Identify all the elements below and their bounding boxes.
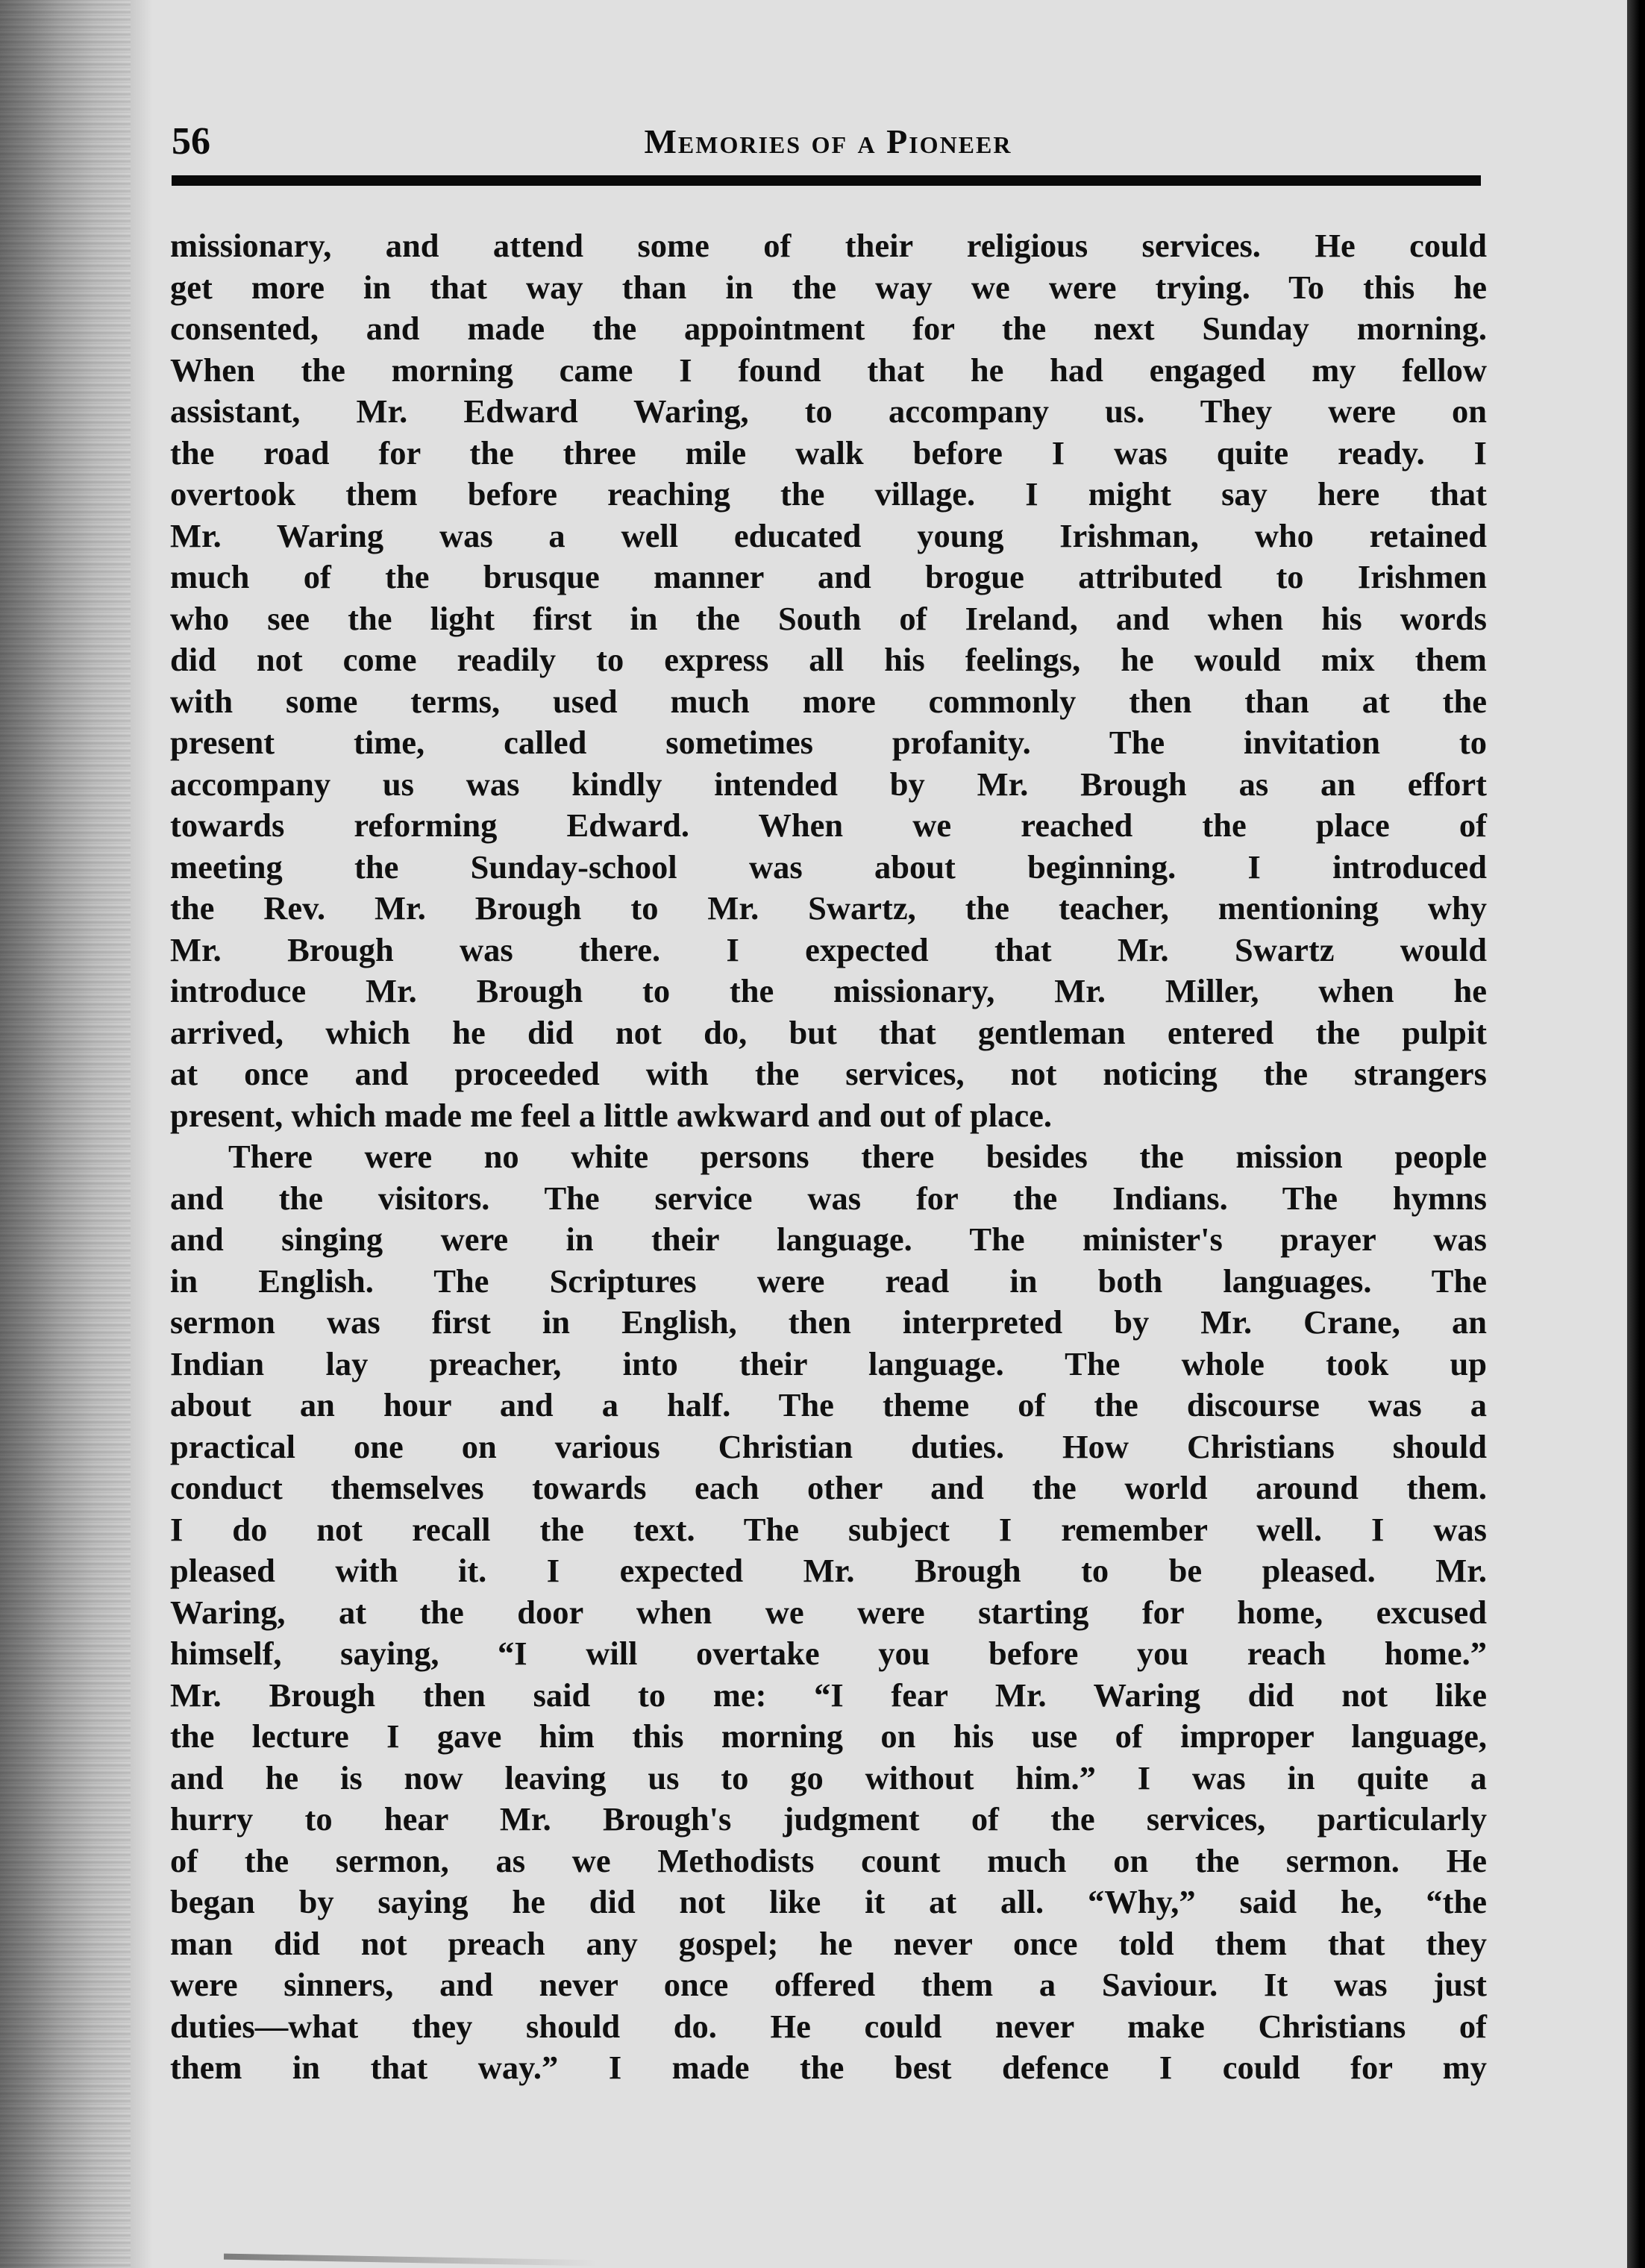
text-line: of the sermon, as we Methodists count much on the sermon. He	[170, 1841, 1487, 1879]
text-line: introduce Mr. Brough to the missionary, Mr. Miller, when he	[170, 972, 1487, 1009]
body-text	[170, 225, 1487, 2089]
text-line: missionary, and attend some of their religious services. He could	[170, 227, 1487, 264]
text-line: Mr. Waring was a well educated young Irishman, who retained	[170, 516, 1487, 554]
text-line: Mr. Brough was there. I expected that Mr. Swartz would	[170, 930, 1487, 968]
running-title: Memories of a Pioneer	[644, 122, 1012, 160]
text-line: overtook them before reaching the village. I might say here that	[170, 475, 1487, 513]
text-line: pleased with it. I expected Mr. Brough to be pleased. Mr.	[170, 1552, 1487, 1589]
text-line: them in that way.” I made the best defence I could for my	[170, 2049, 1487, 2086]
text-line: hurry to hear Mr. Brough's judgment of the services, particularly	[170, 1800, 1487, 1838]
gutter-shadow	[131, 0, 153, 2268]
text-line: himself, saying, “I will overtake you before you reach home.”	[170, 1635, 1487, 1672]
text-line: assistant, Mr. Edward Waring, to accompany us. They were on	[170, 392, 1487, 430]
text-line: present, which made me feel a little awkward and out of place.	[170, 1096, 1053, 1134]
text-line: and he is now leaving us to go without him.” I was in quite a	[170, 1758, 1487, 1796]
text-line: Mr. Brough then said to me: “I fear Mr. Waring did not like	[170, 1676, 1487, 1714]
text-line: sermon was first in English, then interpreted by Mr. Crane, an	[170, 1303, 1487, 1341]
text-line: with some terms, used much more commonly then than at the	[170, 682, 1487, 720]
page-header	[172, 116, 1485, 168]
header-rule	[172, 175, 1481, 186]
text-line: When the morning came I found that he had engaged my fellow	[170, 351, 1487, 389]
text-line: There were no white persons there besides the mission people	[228, 1138, 1487, 1175]
text-line: and the visitors. The service was for the Indians. The hymns	[170, 1179, 1487, 1217]
text-line: practical one on various Christian duties. How Christians should	[170, 1427, 1487, 1465]
book-binding-edge	[0, 0, 131, 2268]
scan-right-border	[1641, 0, 1645, 2268]
text-line: began by saying he did not like it at all. “Why,” said he, “the	[170, 1883, 1487, 1920]
text-line: conduct themselves towards each other and the world around them.	[170, 1469, 1487, 1506]
text-line: did not come readily to express all his feelings, he would mix them	[170, 641, 1487, 678]
text-line: at once and proceeded with the services, not noticing the strangers	[170, 1055, 1487, 1092]
text-line: and singing were in their language. The minister's prayer was	[170, 1221, 1487, 1258]
text-line: much of the brusque manner and brogue attributed to Irishmen	[170, 558, 1487, 595]
text-line: I do not recall the text. The subject I remember well. I was	[170, 1510, 1487, 1548]
text-line: man did not preach any gospel; he never once told them that they	[170, 1924, 1487, 1962]
text-line: duties—what they should do. He could never make Christians of	[170, 2007, 1487, 2045]
text-line: present time, called sometimes profanity. The invitation to	[170, 724, 1487, 761]
text-line: Waring, at the door when we were starting for home, excused	[170, 1593, 1487, 1631]
text-line: consented, and made the appointment for the next Sunday morning.	[170, 310, 1487, 347]
text-line: were sinners, and never once offered them a Saviour. It was just	[170, 1966, 1487, 2003]
text-line: the Rev. Mr. Brough to Mr. Swartz, the teacher, mentioning why	[170, 889, 1487, 927]
text-line: arrived, which he did not do, but that gentleman entered the pulpit	[170, 1013, 1487, 1051]
text-line: accompany us was kindly intended by Mr. Brough as an effort	[170, 765, 1487, 803]
text-line: the road for the three mile walk before I was quite ready. I	[170, 433, 1487, 472]
text-line: who see the light first in the South of Ireland, and when his words	[170, 599, 1487, 637]
text-line: meeting the Sunday-school was about beginning. I introduced	[170, 848, 1487, 886]
text-line: get more in that way than in the way we were trying. To this he	[170, 268, 1487, 306]
text-line: towards reforming Edward. When we reached the place of	[170, 806, 1487, 844]
text-line: in English. The Scriptures were read in both languages. The	[170, 1262, 1487, 1300]
text-line: the lecture I gave him this morning on his use of improper language,	[170, 1717, 1487, 1755]
text-line: Indian lay preacher, into their language. The whole took up	[170, 1344, 1487, 1382]
text-line: about an hour and a half. The theme of the discourse was a	[170, 1386, 1487, 1423]
page-number: 56	[172, 120, 210, 163]
